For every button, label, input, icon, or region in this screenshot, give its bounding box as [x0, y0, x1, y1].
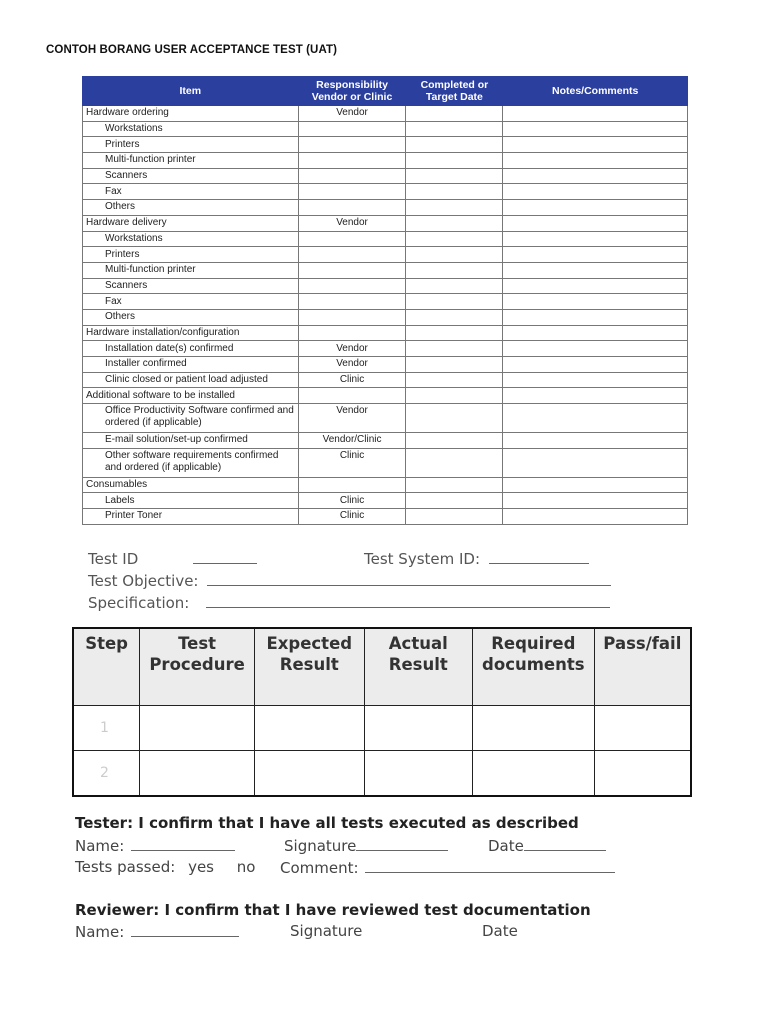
checklist-row: [83, 184, 688, 200]
uat-checklist-table: [82, 76, 688, 525]
checklist-row: [83, 247, 688, 263]
checklist-item-cell: Workstations: [83, 231, 299, 247]
checklist-notes-cell[interactable]: [503, 106, 688, 122]
test-system-id-label: Test System ID:: [364, 550, 481, 568]
checklist-responsibility-cell: Clinic: [298, 509, 406, 525]
checklist-responsibility-cell: [298, 121, 406, 137]
checklist-responsibility-cell: [298, 278, 406, 294]
pass-fail-cell[interactable]: [594, 706, 691, 751]
checklist-notes-cell[interactable]: [503, 372, 688, 388]
checklist-date-cell[interactable]: [406, 184, 503, 200]
checklist-row: [83, 294, 688, 310]
checklist-row: [83, 106, 688, 122]
checklist-row: [83, 121, 688, 137]
checklist-date-cell[interactable]: [406, 404, 503, 433]
checklist-date-cell[interactable]: [406, 357, 503, 373]
checklist-body: [83, 106, 688, 525]
checklist-item-cell: Installation date(s) confirmed: [83, 341, 299, 357]
checklist-responsibility-cell: [298, 184, 406, 200]
checklist-notes-cell[interactable]: [503, 137, 688, 153]
checklist-notes-cell[interactable]: [503, 231, 688, 247]
reviewer-date-line: [482, 922, 518, 940]
checklist-row: [83, 153, 688, 169]
step-number: 1: [73, 706, 140, 751]
checklist-date-cell[interactable]: [406, 493, 503, 509]
checklist-responsibility-cell: [298, 325, 406, 341]
checklist-notes-cell[interactable]: [503, 493, 688, 509]
checklist-item-cell: E-mail solution/set-up confirmed: [83, 433, 299, 449]
checklist-date-cell[interactable]: [406, 433, 503, 449]
checklist-row: [83, 168, 688, 184]
checklist-notes-cell[interactable]: [503, 404, 688, 433]
checklist-item-cell: Others: [83, 309, 299, 325]
checklist-item-cell: Hardware installation/configuration: [83, 325, 299, 341]
steps-row: [73, 751, 691, 797]
checklist-date-cell[interactable]: [406, 137, 503, 153]
test-objective-label: Test Objective:: [88, 572, 199, 590]
checklist-notes-cell[interactable]: [503, 325, 688, 341]
reviewer-signature-line: [290, 922, 362, 940]
checklist-row: [83, 433, 688, 449]
checklist-responsibility-cell: Vendor/Clinic: [298, 433, 406, 449]
checklist-responsibility-cell: Clinic: [298, 493, 406, 509]
checklist-row: [83, 493, 688, 509]
checklist-date-cell[interactable]: [406, 200, 503, 216]
header-completed-date: Completed or Target Date: [406, 77, 503, 106]
checklist-item-cell: Other software requirements confirmed and ordered (if applicable): [83, 448, 299, 477]
test-system-id-field[interactable]: [489, 549, 589, 564]
checklist-notes-cell[interactable]: [503, 341, 688, 357]
test-id-label: Test ID: [88, 550, 139, 568]
tester-name-field[interactable]: [131, 836, 235, 851]
checklist-notes-cell[interactable]: [503, 168, 688, 184]
checklist-responsibility-cell: [298, 388, 406, 404]
checklist-responsibility-cell: [298, 200, 406, 216]
checklist-notes-cell[interactable]: [503, 294, 688, 310]
checklist-responsibility-cell: [298, 231, 406, 247]
checklist-notes-cell[interactable]: [503, 247, 688, 263]
checklist-date-cell[interactable]: [406, 231, 503, 247]
checklist-row: [83, 477, 688, 493]
actual-result-cell[interactable]: [364, 751, 472, 797]
specification-field[interactable]: [206, 593, 610, 608]
tests-passed-line: [75, 858, 255, 876]
test-system-id-line: [364, 549, 589, 568]
required-documents-cell[interactable]: [472, 706, 594, 751]
specification-line: [88, 593, 610, 612]
checklist-notes-cell[interactable]: [503, 357, 688, 373]
pass-fail-cell[interactable]: [594, 751, 691, 797]
required-documents-cell[interactable]: [472, 751, 594, 797]
checklist-item-cell: Office Productivity Software confirmed and ordered (if applicable): [83, 404, 299, 433]
checklist-notes-cell[interactable]: [503, 448, 688, 477]
tester-date-line: [488, 836, 606, 855]
checklist-notes-cell[interactable]: [503, 509, 688, 525]
tester-comment-field[interactable]: [365, 858, 615, 873]
header-step: Step: [73, 628, 140, 706]
reviewer-name-line: [75, 922, 239, 941]
checklist-notes-cell[interactable]: [503, 121, 688, 137]
checklist-row: [83, 448, 688, 477]
checklist-notes-cell[interactable]: [503, 388, 688, 404]
checklist-item-cell: Fax: [83, 294, 299, 310]
header-item: Item: [83, 77, 299, 106]
checklist-row: [83, 509, 688, 525]
checklist-date-cell[interactable]: [406, 341, 503, 357]
checklist-item-cell: Consumables: [83, 477, 299, 493]
reviewer-name-field[interactable]: [131, 922, 239, 937]
checklist-responsibility-cell: Vendor: [298, 404, 406, 433]
tester-name-line: [75, 836, 235, 855]
test-objective-line: [88, 571, 611, 590]
tester-date-field[interactable]: [524, 836, 606, 851]
checklist-date-cell[interactable]: [406, 372, 503, 388]
checklist-responsibility-cell: [298, 294, 406, 310]
header-test-procedure: Test Procedure: [140, 628, 255, 706]
checklist-row: [83, 200, 688, 216]
checklist-responsibility-cell: [298, 477, 406, 493]
checklist-date-cell[interactable]: [406, 106, 503, 122]
test-steps-table: [72, 627, 692, 797]
checklist-item-cell: Hardware ordering: [83, 106, 299, 122]
checklist-date-cell[interactable]: [406, 168, 503, 184]
checklist-row: [83, 278, 688, 294]
checklist-date-cell[interactable]: [406, 215, 503, 231]
specification-label: Specification:: [88, 594, 190, 612]
checklist-notes-cell[interactable]: [503, 309, 688, 325]
tester-date-label: Date: [488, 837, 524, 855]
tests-passed-label: Tests passed:: [75, 858, 176, 876]
checklist-item-cell: Fax: [83, 184, 299, 200]
checklist-notes-cell[interactable]: [503, 215, 688, 231]
checklist-notes-cell[interactable]: [503, 433, 688, 449]
reviewer-date-label: Date: [482, 922, 518, 940]
checklist-item-cell: Printer Toner: [83, 509, 299, 525]
checklist-date-cell[interactable]: [406, 477, 503, 493]
checklist-date-cell[interactable]: [406, 262, 503, 278]
checklist-responsibility-cell: [298, 153, 406, 169]
reviewer-signature-label: Signature: [290, 922, 363, 940]
header-pass-fail: Pass/fail: [594, 628, 691, 706]
checklist-responsibility-cell: [298, 247, 406, 263]
tests-passed-yes[interactable]: yes: [188, 858, 214, 876]
checklist-row: [83, 372, 688, 388]
test-procedure-cell[interactable]: [140, 751, 255, 797]
checklist-notes-cell[interactable]: [503, 184, 688, 200]
header-required-documents: Required documents: [472, 628, 594, 706]
checklist-date-cell[interactable]: [406, 247, 503, 263]
checklist-notes-cell[interactable]: [503, 153, 688, 169]
checklist-responsibility-cell: Vendor: [298, 106, 406, 122]
tester-comment-line: [280, 858, 615, 877]
checklist-item-cell: Hardware delivery: [83, 215, 299, 231]
checklist-responsibility-cell: [298, 309, 406, 325]
tester-signature-line: [284, 836, 448, 855]
test-id-field[interactable]: [193, 549, 257, 564]
checklist-responsibility-cell: Vendor: [298, 215, 406, 231]
tester-comment-label: Comment:: [280, 859, 359, 877]
checklist-row: [83, 215, 688, 231]
checklist-date-cell[interactable]: [406, 278, 503, 294]
checklist-date-cell[interactable]: [406, 325, 503, 341]
steps-row: [73, 706, 691, 751]
checklist-date-cell[interactable]: [406, 388, 503, 404]
checklist-notes-cell[interactable]: [503, 477, 688, 493]
expected-result-cell[interactable]: [254, 706, 364, 751]
checklist-item-cell: Scanners: [83, 278, 299, 294]
checklist-notes-cell[interactable]: [503, 200, 688, 216]
tester-signature-field[interactable]: [356, 836, 448, 851]
checklist-date-cell[interactable]: [406, 121, 503, 137]
checklist-row: [83, 388, 688, 404]
tests-passed-no[interactable]: no: [236, 858, 256, 876]
checklist-item-cell: Additional software to be installed: [83, 388, 299, 404]
checklist-row: [83, 325, 688, 341]
checklist-responsibility-cell: [298, 168, 406, 184]
reviewer-statement: Reviewer: I confirm that I have reviewed test documentation: [75, 901, 591, 919]
expected-result-cell[interactable]: [254, 751, 364, 797]
checklist-date-cell[interactable]: [406, 153, 503, 169]
checklist-responsibility-cell: Clinic: [298, 372, 406, 388]
checklist-row: [83, 137, 688, 153]
checklist-item-cell: Clinic closed or patient load adjusted: [83, 372, 299, 388]
checklist-responsibility-cell: Clinic: [298, 448, 406, 477]
checklist-row: [83, 341, 688, 357]
header-actual-result: Actual Result: [364, 628, 472, 706]
test-objective-field[interactable]: [207, 571, 611, 586]
steps-header-row: [73, 628, 691, 706]
checklist-date-cell[interactable]: [406, 309, 503, 325]
test-procedure-cell[interactable]: [140, 706, 255, 751]
reviewer-name-label: Name:: [75, 923, 125, 941]
checklist-row: [83, 357, 688, 373]
test-id-line: [88, 549, 257, 568]
checklist-date-cell[interactable]: [406, 448, 503, 477]
checklist-item-cell: Installer confirmed: [83, 357, 299, 373]
checklist-responsibility-cell: Vendor: [298, 341, 406, 357]
header-expected-result: Expected Result: [254, 628, 364, 706]
checklist-notes-cell[interactable]: [503, 278, 688, 294]
checklist-item-cell: Multi-function printer: [83, 153, 299, 169]
checklist-responsibility-cell: [298, 137, 406, 153]
checklist-row: [83, 309, 688, 325]
checklist-item-cell: Printers: [83, 137, 299, 153]
checklist-header-row: [83, 77, 688, 106]
step-number: 2: [73, 751, 140, 797]
checklist-responsibility-cell: Vendor: [298, 357, 406, 373]
checklist-item-cell: Others: [83, 200, 299, 216]
document-title: CONTOH BORANG USER ACCEPTANCE TEST (UAT): [46, 44, 338, 56]
checklist-item-cell: Multi-function printer: [83, 262, 299, 278]
checklist-responsibility-cell: [298, 262, 406, 278]
tester-signature-label: Signature: [284, 837, 357, 855]
checklist-date-cell[interactable]: [406, 509, 503, 525]
checklist-row: [83, 231, 688, 247]
actual-result-cell[interactable]: [364, 706, 472, 751]
checklist-item-cell: Printers: [83, 247, 299, 263]
checklist-item-cell: Scanners: [83, 168, 299, 184]
tester-statement: Tester: I confirm that I have all tests executed as described: [75, 814, 579, 832]
checklist-item-cell: Labels: [83, 493, 299, 509]
header-responsibility: Responsibility Vendor or Clinic: [298, 77, 406, 106]
tester-name-label: Name:: [75, 837, 125, 855]
checklist-row: [83, 404, 688, 433]
checklist-notes-cell[interactable]: [503, 262, 688, 278]
checklist-row: [83, 262, 688, 278]
header-notes: Notes/Comments: [503, 77, 688, 106]
checklist-date-cell[interactable]: [406, 294, 503, 310]
checklist-item-cell: Workstations: [83, 121, 299, 137]
